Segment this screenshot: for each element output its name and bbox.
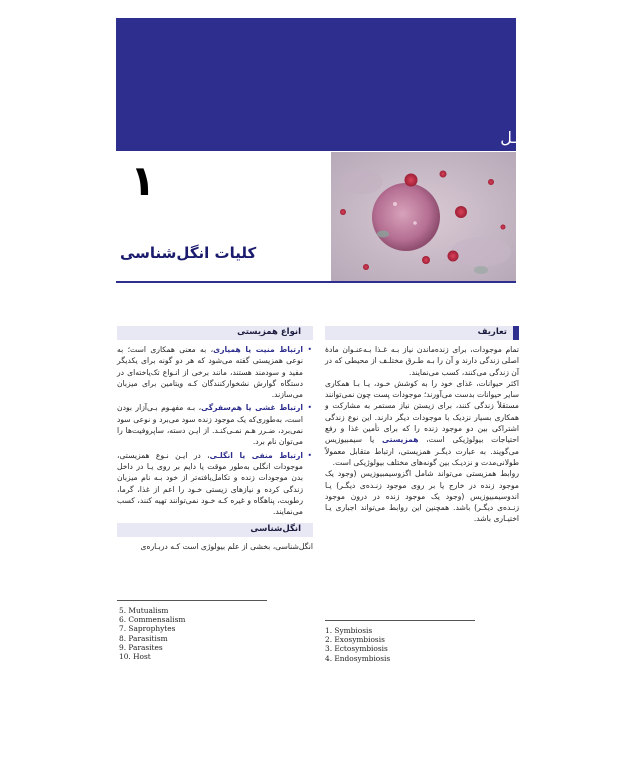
micrograph-image (331, 152, 516, 281)
chapter-label: فـصــل (500, 128, 548, 147)
section-heading-definitions: تعاریف (325, 326, 519, 340)
paragraph: تمام موجودات، برای زنده‌ماندن نیاز بـه غـذا بـه‌عنـوان مادهٔ اصلی زندگی دارند و آن را بـه طـرق مختلـف از محیطی که در آن زندگی می‌کنند، کسب می‌نمایند. (325, 345, 519, 377)
footnote: 5. Mutualism (119, 606, 169, 615)
footnote: 6. Commensalism (119, 615, 186, 625)
footnote: 1. Symbiosis (325, 626, 373, 635)
footnote: 9. Parasites (119, 642, 163, 652)
footnotes-right (325, 626, 515, 663)
list-item: • ارتباط منیت یا همیاری، به معنی همکاری است؛ به نوعی همزیستی گفته می‌شود که هر دو گونه برای یکدیگر مفید و سودمند هستند، مانند برخی از انـواع تک‌یاخته‌ای در دستگاه گوارش نشخوارکنندگان کـه ویتامین برای میزبان می‌سازند. (117, 344, 303, 400)
header-rule (116, 281, 516, 283)
footnote: 8. Parasitism (119, 633, 168, 643)
list-item: • ارتباط غشی یا هم‌سفرگی، بـه مفهـوم بـی‌آزار بودن است، به‌طوری‌که یک موجود زنده سود می‌برد و نوعی سود نمی‌برد، ضـرر هـم نمـی‌کنـد. از ایـن دسته، ساپروفیت‌ها را می‌توان نام برد. (117, 402, 303, 447)
footnote: 4. Endosymbiosis (325, 653, 391, 663)
paragraph: اکثر حیوانات، غذای خود را به کوشش خـود، یـا بـا همکاری سایر حیوانات بدست می‌آورند؛ موجودات پست چون نمی‌توانند مستقلاً زندگی کنند، برای زیستن نیاز مستمر به مشارکت و همکاری بسیار نزدیک با موجودات دیگر دارند. این نوع زندگی اشتراکی بین دو موجود زنده را که برای تأمین غذا و رفع احتیاجات بیولوژیکی است، همزیستی یا سیمبیوزیس می‌گویند. به عبارت دیگـر همزیستی، ارتباط متقابل معمولاً طولانی‌مدت و نزدیـک بین گونه‌های مختلف بیولوژیکی است. (325, 378, 519, 467)
footnote: 10. Host (119, 652, 151, 662)
footnote: 3. Ectosymbiosis (325, 644, 388, 654)
footnote-rule-right (325, 620, 475, 621)
list-item: • ارتباط منفی یا انگلـی، در ایـن نـوع همزیستی، موجودات انگلی به‌طور موقت یا دایم بر روی یـا در داخل بدن موجودات زنده و تکامل‌یافته‌تر از خود بـه نام میزبان زندگی کرده و نیازهای زیستی خـود را اعم از غذا، گرما، رطوبت، پناهگاه و غیره کـه خـود نمی‌توانند تهیه کنند، کسب می‌نمایند. (117, 450, 303, 518)
left-column (117, 326, 313, 553)
footnote-rule-left (117, 600, 267, 601)
paragraph: روابط همزیستی می‌تواند شامل اگزوسیمبیوزیس (وجود یک موجود زنده در خارج یا بر روی موجود زنـده‌ی دیگـر) یـا اندوسیمبیوزیس (وجود یک موجود زنده در درون موجود زنـده‌ی دیگـر) باشد. همچنین این روابط می‌تواند اجباری یـا اختیـاری باشد. (325, 469, 519, 524)
footnote: 7. Saprophytes (119, 624, 176, 634)
section-heading-types: انواع همزیستی (117, 326, 313, 340)
section-heading-parasitology: انگل‌شناسی (117, 523, 313, 537)
chapter-number: ۱ (130, 156, 156, 205)
chapter-title: کلیات انگل‌شناسی (120, 244, 257, 262)
right-column (325, 326, 519, 525)
footnotes-left (119, 606, 309, 661)
chapter-header-panel (116, 18, 516, 151)
types-list (117, 344, 313, 517)
paragraph: انگل‌شناسی، بخشی از علم بیولوژی است کـه دربـاره‌ی (140, 542, 313, 552)
footnote: 2. Exosymbiosis (325, 635, 385, 645)
